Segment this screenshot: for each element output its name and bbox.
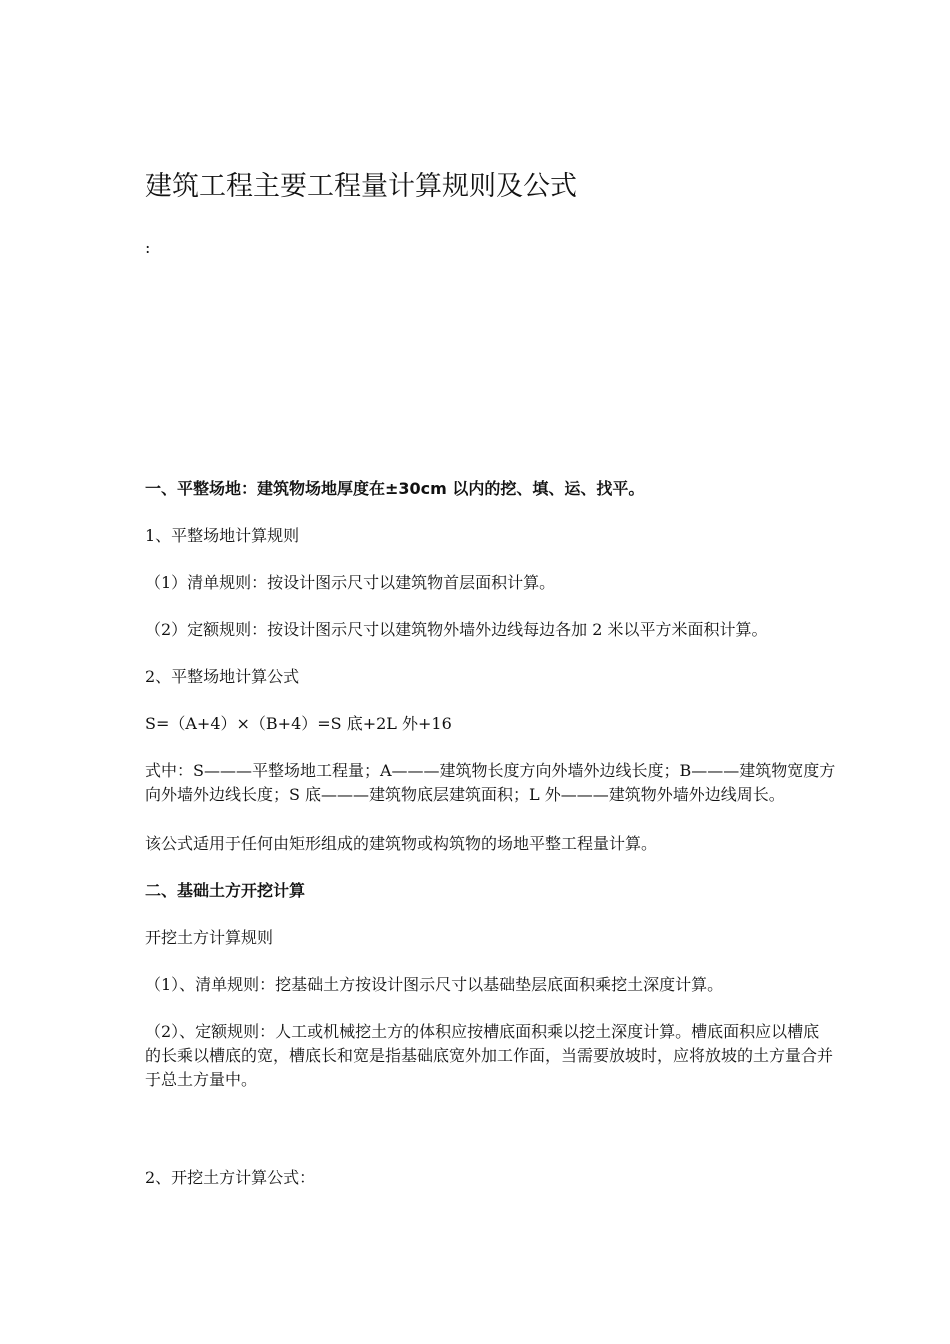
rule-line: （2）、定额规则：人工或机械挖土方的体积应按槽底面积乘以挖土深度计算。槽底面积应以槽底 xyxy=(145,1022,820,1041)
section1-subheading-formula: 2、平整场地计算公式 xyxy=(145,667,300,686)
section1-formula-explanation xyxy=(145,759,945,807)
section2-subheading-rules: 开挖土方计算规则 xyxy=(145,928,274,947)
colon-mark: : xyxy=(145,238,151,257)
explanation-line: 向外墙外边线长度；S 底———建筑物底层建筑面积；L 外———建筑物外墙外边线周长。 xyxy=(145,785,785,804)
section2-subheading-formula: 2、开挖土方计算公式： xyxy=(145,1168,316,1187)
section2-rule-list: （1）、清单规则：挖基础土方按设计图示尺寸以基础垫层底面积乘挖土深度计算。 xyxy=(145,975,724,994)
section1-rule-quota: （2）定额规则：按设计图示尺寸以建筑物外墙外边线每边各加 2 米以平方米面积计算。 xyxy=(145,620,768,639)
explanation-line: 式中：S———平整场地工程量；A———建筑物长度方向外墙外边线长度；B———建筑物宽度方 xyxy=(145,761,836,780)
document-title: 建筑工程主要工程量计算规则及公式 xyxy=(145,171,577,202)
section2-rule-quota xyxy=(145,1020,945,1092)
section1-formula: S=（A+4）×（B+4）=S 底+2L 外+16 xyxy=(145,714,452,733)
rule-line: 的长乘以槽底的宽，槽底长和宽是指基础底宽外加工作面，当需要放坡时，应将放坡的土方量合并 xyxy=(145,1046,834,1065)
section2-heading: 二、基础土方开挖计算 xyxy=(145,881,306,900)
section1-heading: 一、平整场地：建筑物场地厚度在±30cm 以内的挖、填、运、找平。 xyxy=(145,479,645,498)
section1-rule-list: （1）清单规则：按设计图示尺寸以建筑物首层面积计算。 xyxy=(145,573,556,592)
section1-note: 该公式适用于任何由矩形组成的建筑物或构筑物的场地平整工程量计算。 xyxy=(145,834,658,853)
section1-subheading-rules: 1、平整场地计算规则 xyxy=(145,526,300,545)
rule-line: 于总土方量中。 xyxy=(145,1070,258,1089)
